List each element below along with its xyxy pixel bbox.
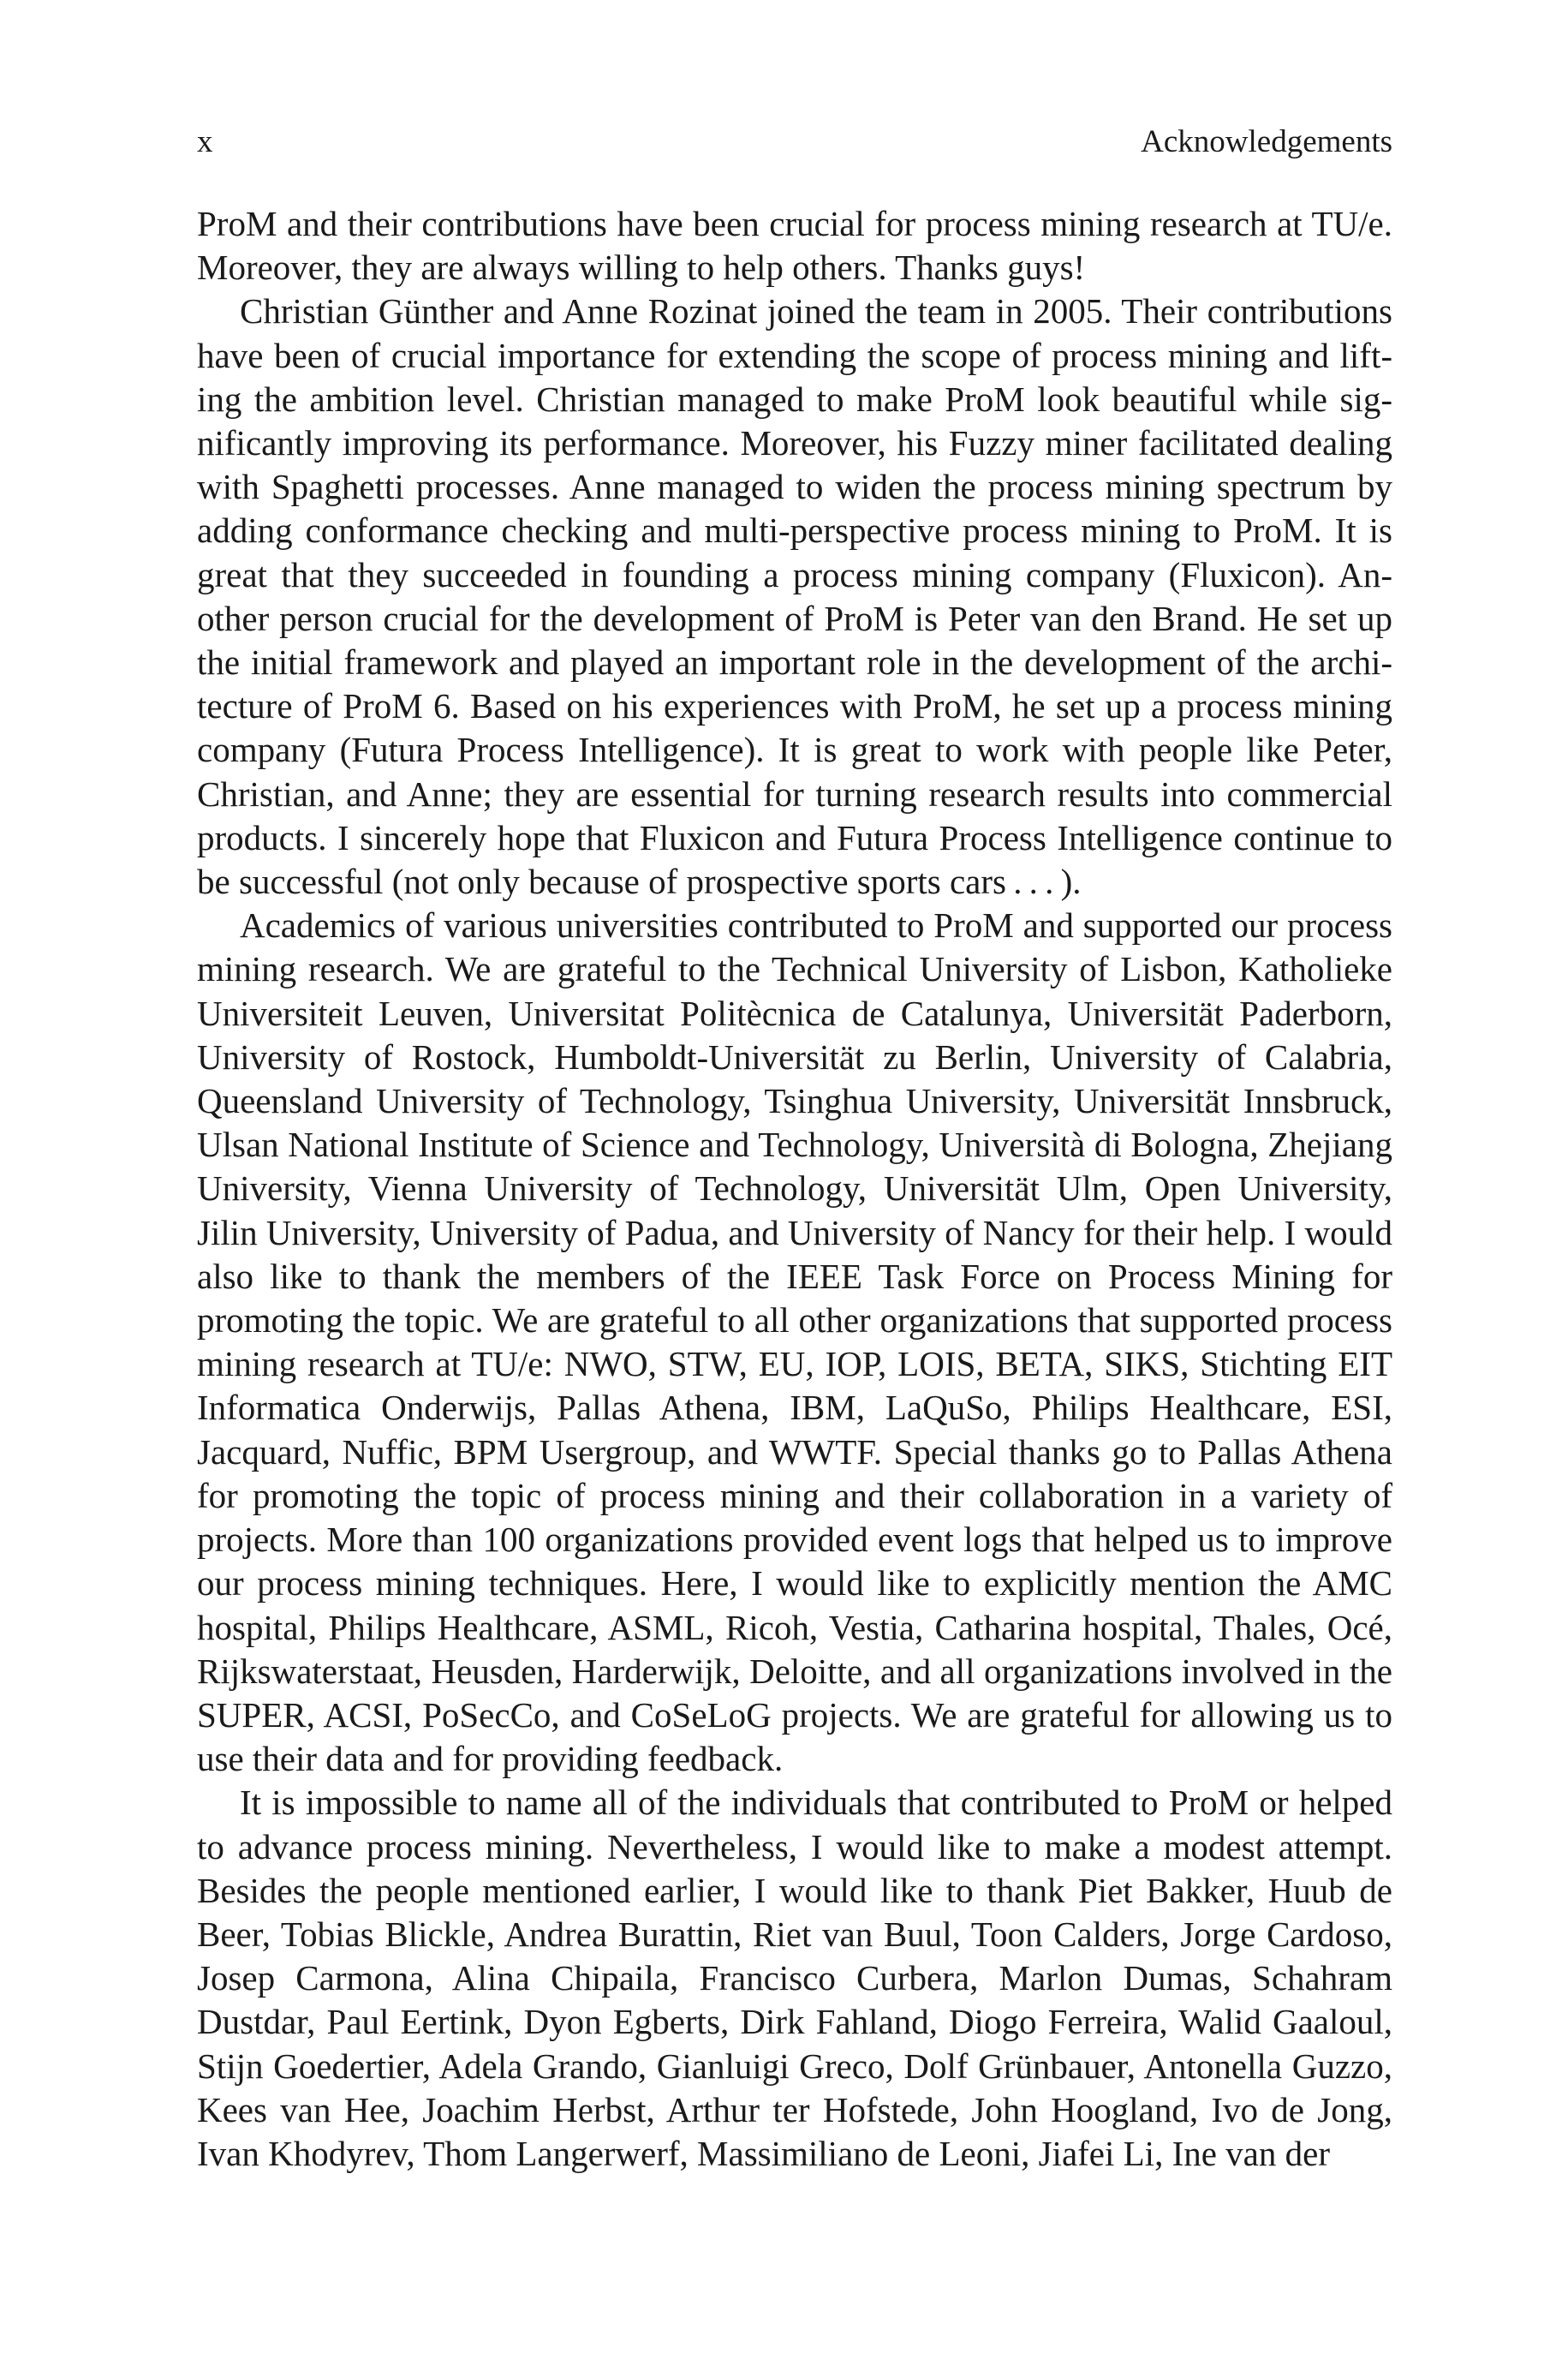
paragraph-continuation: ProM and their contributions have been crucial for process mining research at TU/e. Moreover, they are always willing to help others. Thanks guys! xyxy=(197,204,1392,288)
body-text xyxy=(197,202,1392,2176)
running-head xyxy=(197,122,1392,163)
paragraph-individuals: It is impossible to name all of the individuals that contributed to ProM or helped to advance process mining. Nevertheless, I would like to make a modest attempt. Besides the people mentioned earlier, I would like to thank Piet Bakker, Huub de Beer, Tobias Blickle, Andrea Burattin, Riet van Buul, Toon Calders, Jorge Cardoso, Josep Carmona, Alina Chipaila, Francisco Curbera, Marlon Dumas, Schahram Dustdar, Paul Eertink, Dyon Egberts, Dirk Fahland, Diogo Ferreira, Walid Gaaloul, Stijn Goedertier, Adela Grando, Gianluigi Greco, Dolf Grünbauer, Antonella Guzzo, Kees van Hee, Joachim Herbst, Arthur ter Hofstede, John Hoogland, Ivo de Jong, Ivan Khodyrev, Thom Langerwerf, Massimiliano de Leoni, Jiafei Li, Ine van der xyxy=(197,1783,1392,2173)
page-number: x xyxy=(197,124,213,159)
section-title: Acknowledgements xyxy=(1141,124,1392,159)
paragraph-prom-team: Christian Günther and Anne Rozinat joined the team in 2005. Their contributions have been of crucial importance for extending the scope of process mining and lifting the ambition level. Christian managed to make ProM look beautiful while significantly improving its performance. Moreover, his Fuzzy miner facilitated dealing with Spaghetti processes. Anne managed to widen the process mining spectrum by adding conformance checking and multi-perspective process mining to ProM. It is great that they succeeded in founding a process mining company (Fluxicon). Another person crucial for the development of ProM is Peter van den Brand. He set up the initial framework and played an important role in the development of the architecture of ProM 6. Based on his experiences with ProM, he set up a process mining company (Futura Process Intelligence). It is great to work with people like Peter, Christian, and Anne; they are essential for turning research results into commercial products. I sincerely hope that Fluxicon and Futura Process Intelligence continue to be successful (not only because of prospective sports cars . . . ). xyxy=(197,291,1392,902)
paragraph-academics: Academics of various universities contributed to ProM and supported our process mining research. We are grateful to the Technical University of Lisbon, Katholieke Universiteit Leuven, Universitat Politècnica de Catalunya, Universität Paderborn, University of Rostock, Humboldt-Universität zu Berlin, University of Calabria, Queensland University of Technology, Tsinghua University, Universität Innsbruck, Ulsan National Institute of Science and Technology, Università di Bologna, Zhejiang University, Vienna University of Technology, Universität Ulm, Open University, Jilin University, University of Padua, and University of Nancy for their help. I would also like to thank the members of the IEEE Task Force on Process Mining for promoting the topic. We are grateful to all other organizations that supported process mining research at TU/e: NWO, STW, EU, IOP, LOIS, BETA, SIKS, Stichting EIT Informatica Onderwijs, Pallas Athena, IBM, LaQuSo, Philips Healthcare, ESI, Jacquard, Nuffic, BPM Usergroup, and WWTF. Special thanks go to Pallas Athena for promoting the topic of process mining and their collaboration in a variety of projects. More than 100 organizations provided event logs that helped us to improve our process mining techniques. Here, I would like to explicitly mention the AMC hospital, Philips Healthcare, ASML, Ricoh, Vestia, Catharina hospital, Thales, Océ, Rijkswaterstaat, Heusden, Harderwijk, Deloitte, and all organizations involved in the SUPER, ACSI, PoSecCo, and CoSeLoG projects. We are grateful for allowing us to use their data and for providing feedback. xyxy=(197,905,1392,1779)
